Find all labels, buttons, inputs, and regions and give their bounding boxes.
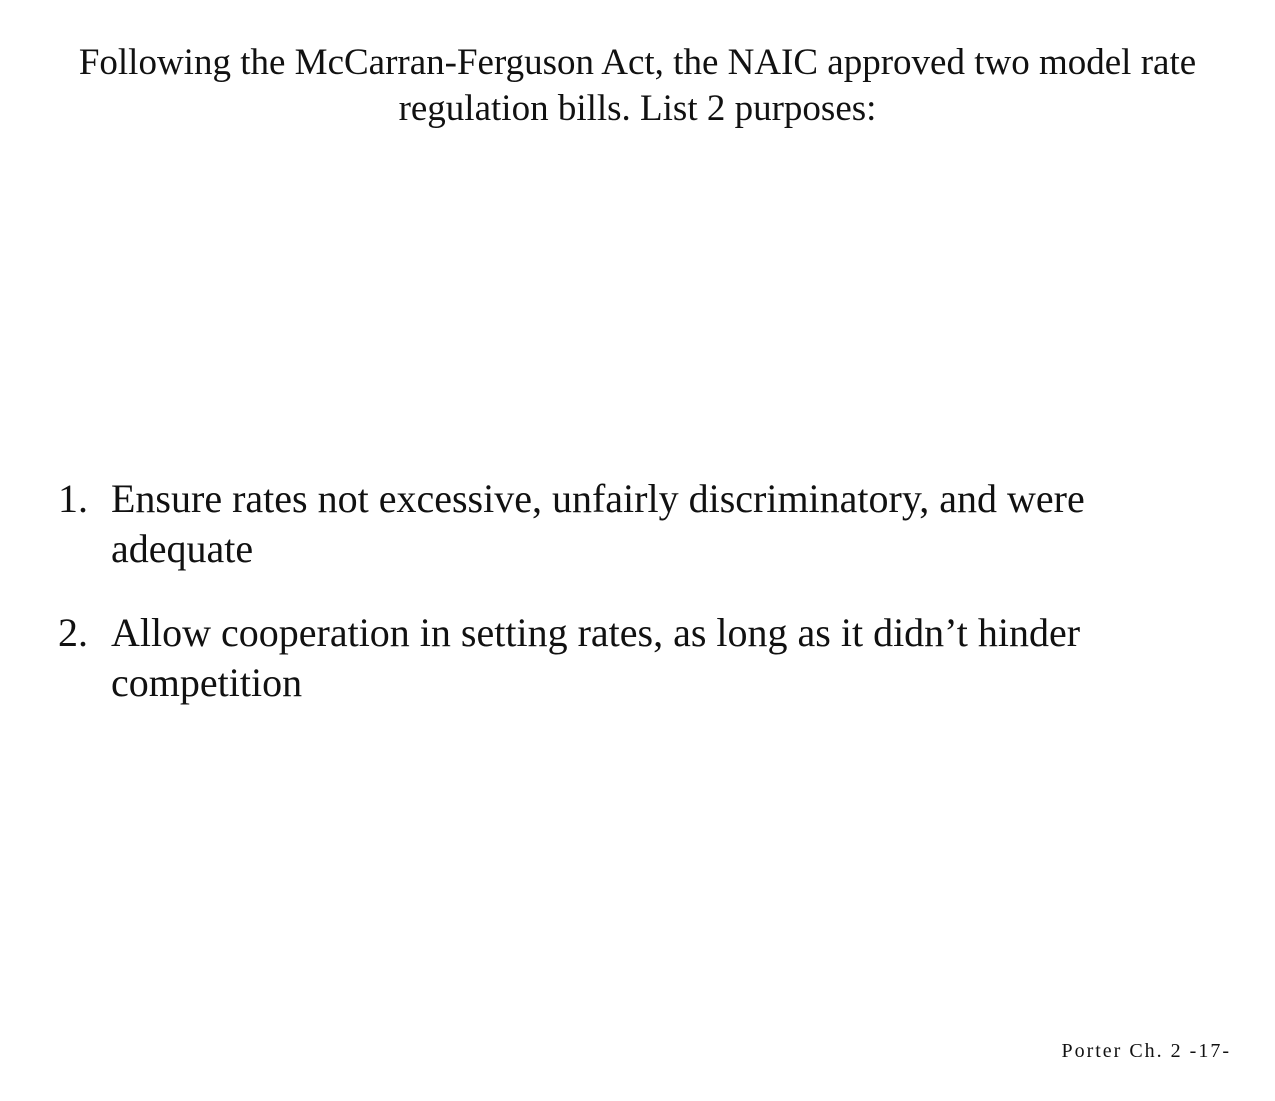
answer-text: Ensure rates not excessive, unfairly discriminatory, and were adequate <box>111 476 1085 571</box>
answer-item <box>58 608 1228 708</box>
question-text: Following the McCarran-Ferguson Act, the NAIC approved two model rate regulation bills. List 2 purposes: <box>78 42 1197 129</box>
page-footer: Porter Ch. 2 -17- <box>1061 1040 1231 1062</box>
answer-item <box>58 474 1228 574</box>
answer-list <box>58 474 1228 742</box>
answer-number: 2. <box>58 610 88 655</box>
answer-text: Allow cooperation in setting rates, as long as it didn’t hinder competition <box>111 610 1081 705</box>
answer-number: 1. <box>58 476 88 521</box>
